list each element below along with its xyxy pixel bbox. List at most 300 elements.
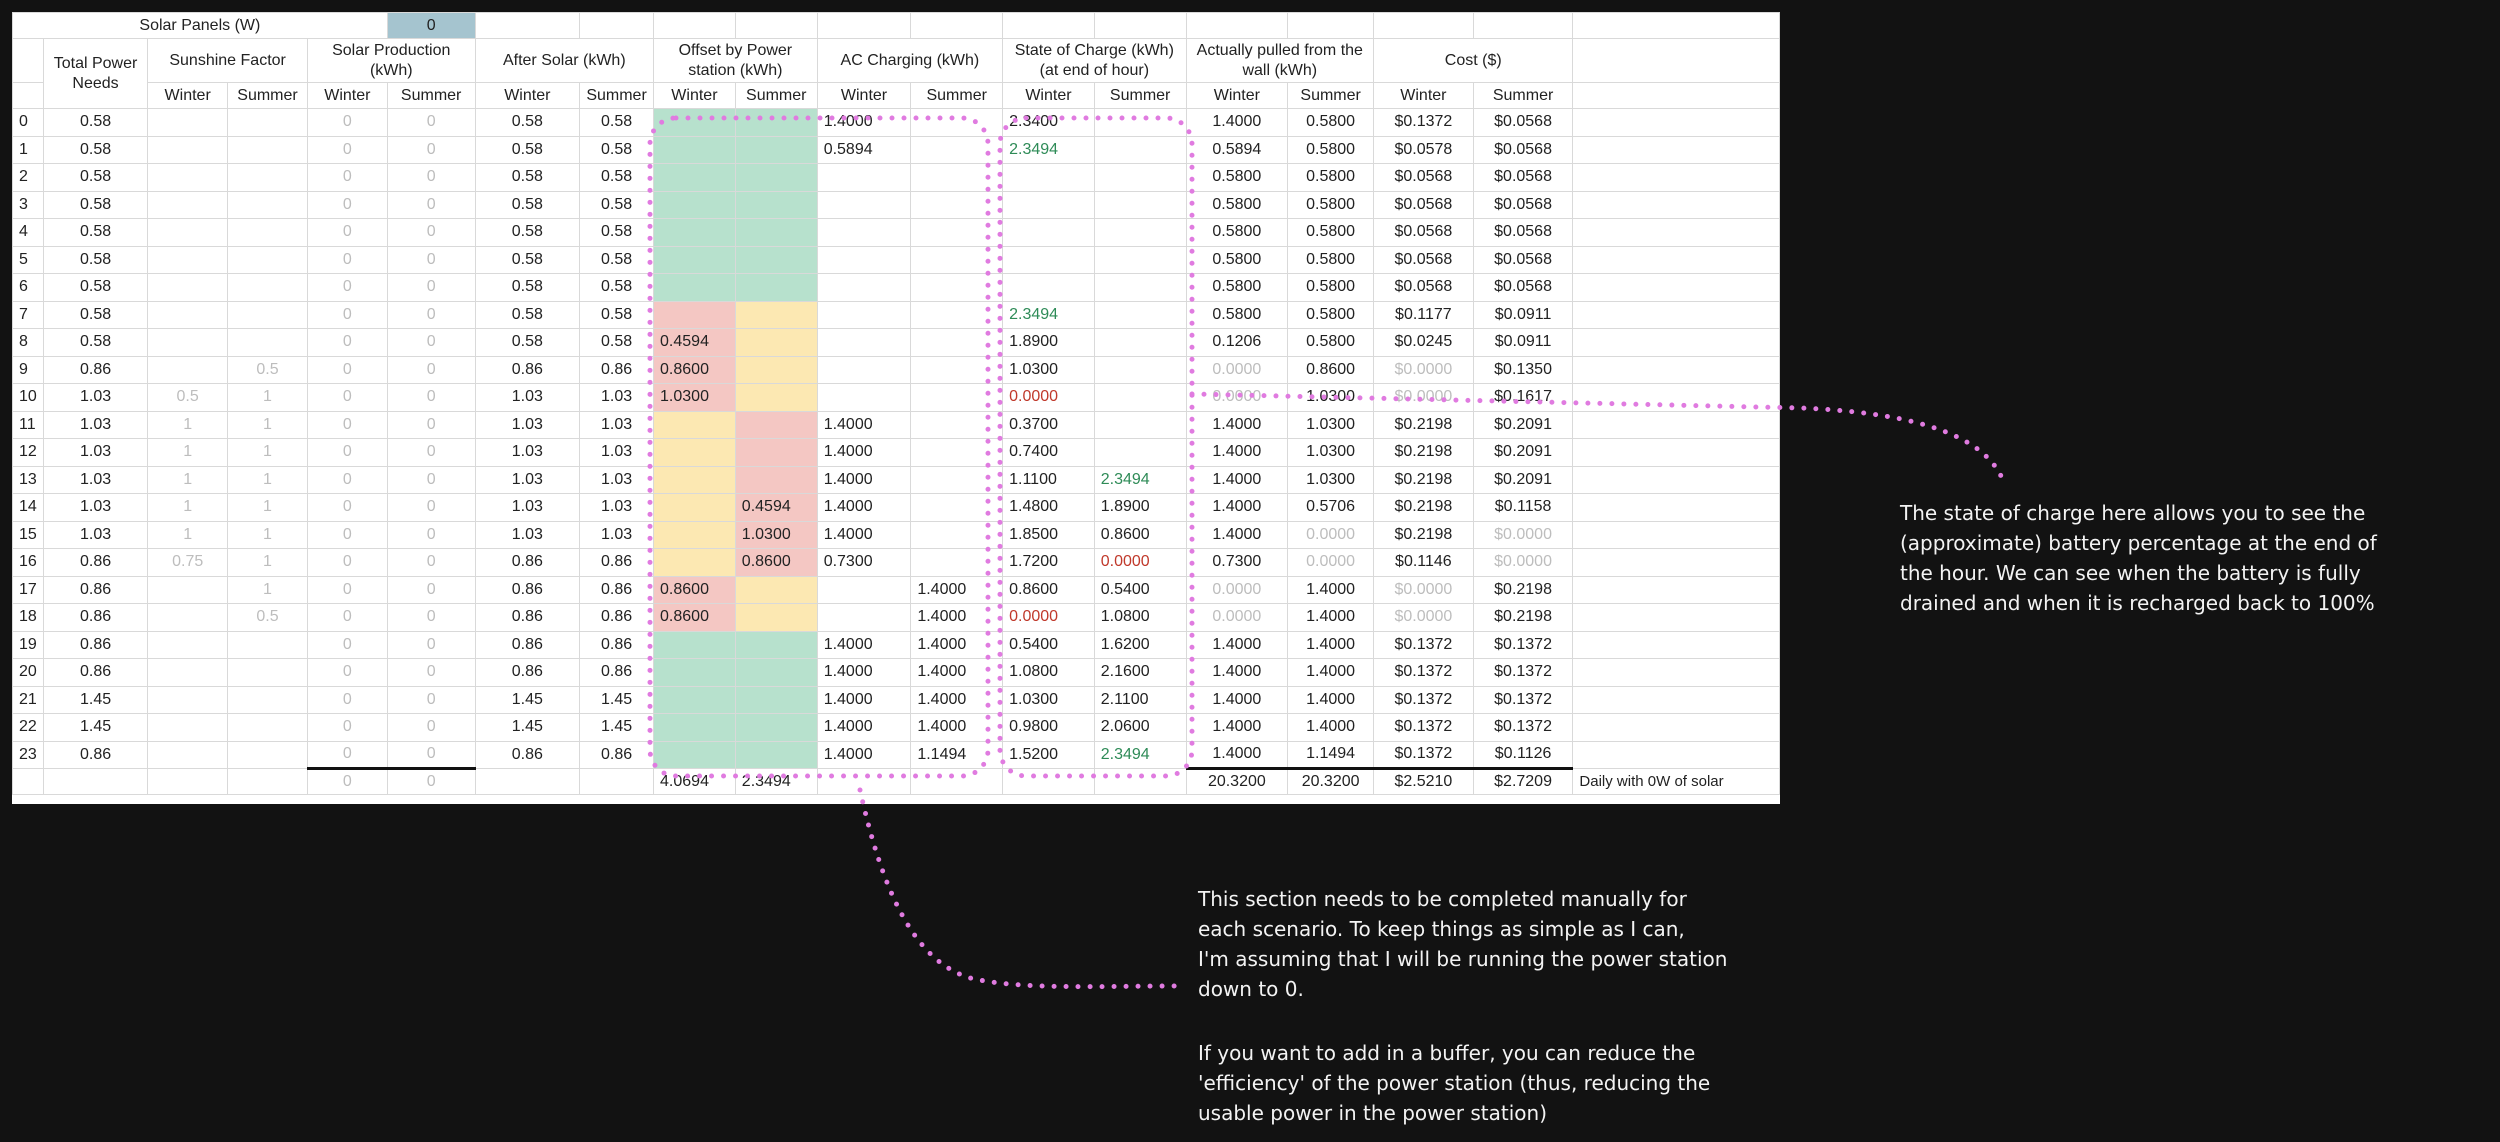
after-solar-summer[interactable]: 1.03: [580, 384, 654, 412]
pulled-winter[interactable]: 0.5800: [1186, 274, 1288, 302]
solar-prod-summer[interactable]: 0: [387, 521, 475, 549]
offset-winter[interactable]: [654, 191, 736, 219]
offset-winter[interactable]: [654, 411, 736, 439]
need-cell[interactable]: 1.03: [43, 494, 147, 522]
cost-winter[interactable]: $0.1372: [1374, 659, 1474, 687]
soc-summer[interactable]: 2.3494: [1094, 466, 1186, 494]
offset-summer[interactable]: [735, 384, 817, 412]
after-solar-summer[interactable]: 1.45: [580, 686, 654, 714]
solar-prod-winter[interactable]: 0: [307, 631, 387, 659]
after-solar-summer[interactable]: 1.45: [580, 714, 654, 742]
after-solar-winter[interactable]: 0.58: [475, 274, 579, 302]
cost-winter[interactable]: $0.0568: [1374, 191, 1474, 219]
after-solar-winter[interactable]: 0.58: [475, 136, 579, 164]
need-cell[interactable]: 0.58: [43, 109, 147, 137]
solar-panels-input[interactable]: 0: [387, 13, 475, 39]
pulled-summer[interactable]: 1.4000: [1288, 576, 1374, 604]
pulled-winter[interactable]: 0.5800: [1186, 191, 1288, 219]
offset-winter[interactable]: [654, 686, 736, 714]
after-solar-summer[interactable]: 1.03: [580, 411, 654, 439]
sunshine-summer[interactable]: [228, 714, 308, 742]
after-solar-summer[interactable]: 1.03: [580, 439, 654, 467]
ac-charging-summer[interactable]: 1.4000: [911, 714, 1003, 742]
after-solar-winter[interactable]: 0.58: [475, 301, 579, 329]
solar-prod-winter[interactable]: 0: [307, 136, 387, 164]
after-solar-summer[interactable]: 0.86: [580, 741, 654, 769]
need-cell[interactable]: 1.45: [43, 686, 147, 714]
cost-summer[interactable]: $0.2198: [1473, 576, 1573, 604]
soc-summer[interactable]: 2.3494: [1094, 741, 1186, 769]
cost-summer[interactable]: $0.2091: [1473, 411, 1573, 439]
cost-winter[interactable]: $0.2198: [1374, 494, 1474, 522]
need-cell[interactable]: 0.86: [43, 659, 147, 687]
offset-winter[interactable]: [654, 109, 736, 137]
sunshine-winter[interactable]: [148, 219, 228, 247]
cost-summer[interactable]: $0.2091: [1473, 466, 1573, 494]
after-solar-summer[interactable]: 0.86: [580, 549, 654, 577]
solar-prod-summer[interactable]: 0: [387, 466, 475, 494]
soc-winter[interactable]: [1003, 274, 1095, 302]
cost-summer[interactable]: $0.2198: [1473, 604, 1573, 632]
cost-winter[interactable]: $0.1372: [1374, 631, 1474, 659]
solar-prod-winter[interactable]: 0: [307, 411, 387, 439]
solar-prod-winter[interactable]: 0: [307, 576, 387, 604]
cost-summer[interactable]: $0.1372: [1473, 686, 1573, 714]
pulled-summer[interactable]: 1.4000: [1288, 631, 1374, 659]
soc-summer[interactable]: [1094, 136, 1186, 164]
ac-charging-summer[interactable]: [911, 329, 1003, 357]
solar-prod-winter[interactable]: 0: [307, 466, 387, 494]
sunshine-winter[interactable]: 0.5: [148, 384, 228, 412]
pulled-summer[interactable]: 1.4000: [1288, 659, 1374, 687]
after-solar-summer[interactable]: 0.58: [580, 219, 654, 247]
ac-charging-summer[interactable]: [911, 384, 1003, 412]
after-solar-summer[interactable]: 0.58: [580, 301, 654, 329]
pulled-summer[interactable]: 0.5800: [1288, 191, 1374, 219]
need-cell[interactable]: 1.03: [43, 521, 147, 549]
solar-prod-winter[interactable]: 0: [307, 741, 387, 769]
offset-summer[interactable]: [735, 686, 817, 714]
need-cell[interactable]: 0.86: [43, 356, 147, 384]
ac-charging-summer[interactable]: 1.1494: [911, 741, 1003, 769]
ac-charging-summer[interactable]: 1.4000: [911, 659, 1003, 687]
need-cell[interactable]: 0.58: [43, 164, 147, 192]
after-solar-summer[interactable]: 0.86: [580, 356, 654, 384]
soc-summer[interactable]: [1094, 246, 1186, 274]
ac-charging-winter[interactable]: 1.4000: [817, 631, 911, 659]
offset-winter[interactable]: [654, 741, 736, 769]
need-cell[interactable]: 0.58: [43, 219, 147, 247]
need-cell[interactable]: 1.03: [43, 439, 147, 467]
solar-prod-winter[interactable]: 0: [307, 164, 387, 192]
cost-winter[interactable]: $0.1372: [1374, 686, 1474, 714]
ac-charging-winter[interactable]: [817, 301, 911, 329]
offset-winter[interactable]: 0.4594: [654, 329, 736, 357]
pulled-winter[interactable]: 0.0000: [1186, 604, 1288, 632]
cost-winter[interactable]: $0.1177: [1374, 301, 1474, 329]
cost-winter[interactable]: $0.1372: [1374, 109, 1474, 137]
after-solar-winter[interactable]: 0.58: [475, 191, 579, 219]
pulled-summer[interactable]: 1.4000: [1288, 714, 1374, 742]
after-solar-winter[interactable]: 0.58: [475, 246, 579, 274]
soc-summer[interactable]: 0.5400: [1094, 576, 1186, 604]
cost-summer[interactable]: $0.1372: [1473, 631, 1573, 659]
offset-winter[interactable]: 1.0300: [654, 384, 736, 412]
ac-charging-winter[interactable]: 1.4000: [817, 741, 911, 769]
pulled-winter[interactable]: 1.4000: [1186, 109, 1288, 137]
need-cell[interactable]: 1.45: [43, 714, 147, 742]
cost-summer[interactable]: $0.1126: [1473, 741, 1573, 769]
offset-summer[interactable]: [735, 631, 817, 659]
ac-charging-summer[interactable]: [911, 521, 1003, 549]
sunshine-summer[interactable]: [228, 686, 308, 714]
offset-winter[interactable]: [654, 246, 736, 274]
solar-prod-summer[interactable]: 0: [387, 301, 475, 329]
soc-winter[interactable]: [1003, 219, 1095, 247]
need-cell[interactable]: 0.86: [43, 549, 147, 577]
offset-summer[interactable]: [735, 109, 817, 137]
soc-winter[interactable]: 1.4800: [1003, 494, 1095, 522]
offset-summer[interactable]: [735, 329, 817, 357]
sunshine-winter[interactable]: 1: [148, 439, 228, 467]
solar-prod-summer[interactable]: 0: [387, 439, 475, 467]
soc-winter[interactable]: 0.9800: [1003, 714, 1095, 742]
after-solar-summer[interactable]: 0.86: [580, 604, 654, 632]
soc-winter[interactable]: 0.3700: [1003, 411, 1095, 439]
after-solar-summer[interactable]: 1.03: [580, 521, 654, 549]
soc-summer[interactable]: 1.6200: [1094, 631, 1186, 659]
after-solar-winter[interactable]: 0.86: [475, 741, 579, 769]
ac-charging-winter[interactable]: 1.4000: [817, 659, 911, 687]
sunshine-summer[interactable]: [228, 164, 308, 192]
solar-prod-winter[interactable]: 0: [307, 329, 387, 357]
ac-charging-summer[interactable]: [911, 301, 1003, 329]
after-solar-winter[interactable]: 1.03: [475, 466, 579, 494]
after-solar-summer[interactable]: 0.86: [580, 631, 654, 659]
pulled-summer[interactable]: 0.5800: [1288, 329, 1374, 357]
pulled-summer[interactable]: 0.0000: [1288, 549, 1374, 577]
sunshine-winter[interactable]: [148, 576, 228, 604]
soc-summer[interactable]: 1.0800: [1094, 604, 1186, 632]
soc-winter[interactable]: 1.0300: [1003, 686, 1095, 714]
soc-winter[interactable]: 1.5200: [1003, 741, 1095, 769]
ac-charging-winter[interactable]: 1.4000: [817, 686, 911, 714]
sunshine-summer[interactable]: [228, 274, 308, 302]
soc-winter[interactable]: [1003, 164, 1095, 192]
cost-winter[interactable]: $0.0578: [1374, 136, 1474, 164]
soc-winter[interactable]: 0.7400: [1003, 439, 1095, 467]
pulled-summer[interactable]: 0.5800: [1288, 301, 1374, 329]
pulled-winter[interactable]: 1.4000: [1186, 521, 1288, 549]
soc-winter[interactable]: 1.8900: [1003, 329, 1095, 357]
cost-winter[interactable]: $0.2198: [1374, 466, 1474, 494]
sunshine-winter[interactable]: [148, 274, 228, 302]
pulled-summer[interactable]: 1.0300: [1288, 384, 1374, 412]
after-solar-winter[interactable]: 0.86: [475, 356, 579, 384]
solar-prod-summer[interactable]: 0: [387, 411, 475, 439]
pulled-winter[interactable]: 1.4000: [1186, 494, 1288, 522]
after-solar-winter[interactable]: 0.58: [475, 219, 579, 247]
after-solar-winter[interactable]: 1.03: [475, 494, 579, 522]
pulled-winter[interactable]: 0.1206: [1186, 329, 1288, 357]
sunshine-summer[interactable]: 0.5: [228, 604, 308, 632]
ac-charging-winter[interactable]: 0.5894: [817, 136, 911, 164]
after-solar-summer[interactable]: 1.03: [580, 466, 654, 494]
ac-charging-summer[interactable]: [911, 356, 1003, 384]
ac-charging-winter[interactable]: [817, 246, 911, 274]
offset-winter[interactable]: 0.8600: [654, 356, 736, 384]
soc-summer[interactable]: 0.0000: [1094, 549, 1186, 577]
solar-prod-winter[interactable]: 0: [307, 439, 387, 467]
sunshine-summer[interactable]: 1: [228, 576, 308, 604]
soc-winter[interactable]: 0.5400: [1003, 631, 1095, 659]
ac-charging-summer[interactable]: [911, 274, 1003, 302]
sunshine-summer[interactable]: [228, 631, 308, 659]
solar-prod-winter[interactable]: 0: [307, 246, 387, 274]
offset-winter[interactable]: [654, 164, 736, 192]
after-solar-winter[interactable]: 1.45: [475, 686, 579, 714]
sunshine-winter[interactable]: 1: [148, 521, 228, 549]
cost-summer[interactable]: $0.1372: [1473, 659, 1573, 687]
cost-summer[interactable]: $0.0568: [1473, 191, 1573, 219]
cost-winter[interactable]: $0.1372: [1374, 714, 1474, 742]
cost-winter[interactable]: $0.1146: [1374, 549, 1474, 577]
solar-prod-summer[interactable]: 0: [387, 714, 475, 742]
offset-summer[interactable]: [735, 741, 817, 769]
solar-prod-winter[interactable]: 0: [307, 384, 387, 412]
pulled-winter[interactable]: 0.0000: [1186, 384, 1288, 412]
offset-summer[interactable]: [735, 659, 817, 687]
solar-prod-summer[interactable]: 0: [387, 329, 475, 357]
sunshine-winter[interactable]: [148, 329, 228, 357]
after-solar-winter[interactable]: 0.58: [475, 329, 579, 357]
ac-charging-summer[interactable]: 1.4000: [911, 631, 1003, 659]
offset-summer[interactable]: [735, 219, 817, 247]
sunshine-summer[interactable]: 0.5: [228, 356, 308, 384]
sunshine-winter[interactable]: [148, 356, 228, 384]
sunshine-winter[interactable]: [148, 659, 228, 687]
offset-winter[interactable]: [654, 521, 736, 549]
after-solar-summer[interactable]: 0.58: [580, 246, 654, 274]
ac-charging-summer[interactable]: [911, 164, 1003, 192]
offset-summer[interactable]: [735, 246, 817, 274]
soc-summer[interactable]: [1094, 384, 1186, 412]
pulled-summer[interactable]: 0.5800: [1288, 274, 1374, 302]
ac-charging-summer[interactable]: 1.4000: [911, 686, 1003, 714]
offset-winter[interactable]: [654, 466, 736, 494]
offset-winter[interactable]: [654, 714, 736, 742]
pulled-summer[interactable]: 0.5800: [1288, 164, 1374, 192]
solar-prod-summer[interactable]: 0: [387, 549, 475, 577]
pulled-summer[interactable]: 1.0300: [1288, 466, 1374, 494]
ac-charging-winter[interactable]: [817, 164, 911, 192]
need-cell[interactable]: 0.86: [43, 741, 147, 769]
solar-prod-summer[interactable]: 0: [387, 136, 475, 164]
cost-summer[interactable]: $0.1158: [1473, 494, 1573, 522]
soc-winter[interactable]: 1.0800: [1003, 659, 1095, 687]
ac-charging-winter[interactable]: [817, 274, 911, 302]
offset-winter[interactable]: [654, 301, 736, 329]
ac-charging-summer[interactable]: [911, 191, 1003, 219]
solar-prod-winter[interactable]: 0: [307, 521, 387, 549]
pulled-winter[interactable]: 0.5800: [1186, 246, 1288, 274]
sunshine-summer[interactable]: [228, 329, 308, 357]
after-solar-summer[interactable]: 0.58: [580, 136, 654, 164]
offset-summer[interactable]: [735, 439, 817, 467]
cost-summer[interactable]: $0.0568: [1473, 274, 1573, 302]
offset-winter[interactable]: [654, 494, 736, 522]
pulled-summer[interactable]: 0.5800: [1288, 109, 1374, 137]
sunshine-summer[interactable]: [228, 246, 308, 274]
offset-winter[interactable]: [654, 219, 736, 247]
offset-winter[interactable]: [654, 549, 736, 577]
solar-prod-summer[interactable]: 0: [387, 631, 475, 659]
ac-charging-winter[interactable]: 1.4000: [817, 521, 911, 549]
cost-summer[interactable]: $0.0568: [1473, 164, 1573, 192]
ac-charging-winter[interactable]: [817, 219, 911, 247]
soc-winter[interactable]: 0.8600: [1003, 576, 1095, 604]
soc-winter[interactable]: 2.3494: [1003, 136, 1095, 164]
soc-summer[interactable]: [1094, 301, 1186, 329]
ac-charging-winter[interactable]: 1.4000: [817, 714, 911, 742]
offset-summer[interactable]: [735, 356, 817, 384]
after-solar-winter[interactable]: 0.58: [475, 109, 579, 137]
cost-summer[interactable]: $0.0568: [1473, 246, 1573, 274]
cost-summer[interactable]: $0.1617: [1473, 384, 1573, 412]
pulled-summer[interactable]: 0.5800: [1288, 246, 1374, 274]
soc-winter[interactable]: 0.0000: [1003, 604, 1095, 632]
offset-winter[interactable]: 0.8600: [654, 604, 736, 632]
ac-charging-summer[interactable]: 1.4000: [911, 604, 1003, 632]
need-cell[interactable]: 0.58: [43, 191, 147, 219]
after-solar-summer[interactable]: 1.03: [580, 494, 654, 522]
soc-summer[interactable]: [1094, 411, 1186, 439]
soc-summer[interactable]: [1094, 109, 1186, 137]
soc-winter[interactable]: 1.8500: [1003, 521, 1095, 549]
soc-summer[interactable]: 2.1600: [1094, 659, 1186, 687]
soc-summer[interactable]: 1.8900: [1094, 494, 1186, 522]
cost-summer[interactable]: $0.0000: [1473, 521, 1573, 549]
offset-winter[interactable]: [654, 659, 736, 687]
need-cell[interactable]: 0.86: [43, 631, 147, 659]
solar-prod-winter[interactable]: 0: [307, 274, 387, 302]
solar-prod-summer[interactable]: 0: [387, 576, 475, 604]
soc-summer[interactable]: 2.1100: [1094, 686, 1186, 714]
ac-charging-winter[interactable]: 1.4000: [817, 494, 911, 522]
offset-summer[interactable]: [735, 466, 817, 494]
solar-prod-summer[interactable]: 0: [387, 604, 475, 632]
solar-prod-summer[interactable]: 0: [387, 164, 475, 192]
ac-charging-summer[interactable]: [911, 246, 1003, 274]
pulled-winter[interactable]: 0.5800: [1186, 219, 1288, 247]
sunshine-summer[interactable]: [228, 219, 308, 247]
need-cell[interactable]: 0.58: [43, 246, 147, 274]
pulled-winter[interactable]: 0.0000: [1186, 576, 1288, 604]
after-solar-summer[interactable]: 0.58: [580, 274, 654, 302]
ac-charging-winter[interactable]: [817, 191, 911, 219]
sunshine-winter[interactable]: [148, 164, 228, 192]
solar-prod-summer[interactable]: 0: [387, 219, 475, 247]
sunshine-winter[interactable]: [148, 631, 228, 659]
after-solar-summer[interactable]: 0.58: [580, 191, 654, 219]
solar-prod-summer[interactable]: 0: [387, 659, 475, 687]
sunshine-winter[interactable]: [148, 741, 228, 769]
solar-prod-winter[interactable]: 0: [307, 659, 387, 687]
offset-winter[interactable]: [654, 631, 736, 659]
after-solar-winter[interactable]: 0.86: [475, 604, 579, 632]
sunshine-winter[interactable]: [148, 136, 228, 164]
offset-summer[interactable]: 0.4594: [735, 494, 817, 522]
solar-prod-winter[interactable]: 0: [307, 494, 387, 522]
cost-summer[interactable]: $0.0000: [1473, 549, 1573, 577]
sunshine-summer[interactable]: [228, 659, 308, 687]
sunshine-winter[interactable]: [148, 246, 228, 274]
after-solar-winter[interactable]: 0.58: [475, 164, 579, 192]
cost-summer[interactable]: $0.2091: [1473, 439, 1573, 467]
ac-charging-summer[interactable]: [911, 109, 1003, 137]
solar-prod-winter[interactable]: 0: [307, 109, 387, 137]
sunshine-summer[interactable]: [228, 136, 308, 164]
ac-charging-winter[interactable]: 1.4000: [817, 466, 911, 494]
sunshine-summer[interactable]: 1: [228, 521, 308, 549]
pulled-summer[interactable]: 1.0300: [1288, 439, 1374, 467]
offset-summer[interactable]: [735, 301, 817, 329]
solar-prod-winter[interactable]: 0: [307, 549, 387, 577]
offset-winter[interactable]: [654, 136, 736, 164]
sunshine-winter[interactable]: [148, 191, 228, 219]
pulled-summer[interactable]: 0.5706: [1288, 494, 1374, 522]
sunshine-summer[interactable]: [228, 191, 308, 219]
soc-winter[interactable]: 0.0000: [1003, 384, 1095, 412]
offset-summer[interactable]: [735, 191, 817, 219]
solar-prod-summer[interactable]: 0: [387, 384, 475, 412]
after-solar-summer[interactable]: 0.86: [580, 659, 654, 687]
pulled-winter[interactable]: 1.4000: [1186, 631, 1288, 659]
need-cell[interactable]: 0.58: [43, 274, 147, 302]
cost-winter[interactable]: $0.0568: [1374, 219, 1474, 247]
soc-winter[interactable]: 1.7200: [1003, 549, 1095, 577]
offset-summer[interactable]: [735, 274, 817, 302]
cost-winter[interactable]: $0.0000: [1374, 576, 1474, 604]
need-cell[interactable]: 0.58: [43, 301, 147, 329]
solar-prod-winter[interactable]: 0: [307, 604, 387, 632]
sunshine-summer[interactable]: 1: [228, 384, 308, 412]
soc-summer[interactable]: 0.8600: [1094, 521, 1186, 549]
soc-summer[interactable]: [1094, 439, 1186, 467]
offset-summer[interactable]: 1.0300: [735, 521, 817, 549]
pulled-winter[interactable]: 0.5800: [1186, 164, 1288, 192]
cost-summer[interactable]: $0.1350: [1473, 356, 1573, 384]
cost-summer[interactable]: $0.0568: [1473, 109, 1573, 137]
pulled-summer[interactable]: 1.4000: [1288, 604, 1374, 632]
cost-winter[interactable]: $0.0245: [1374, 329, 1474, 357]
soc-summer[interactable]: [1094, 356, 1186, 384]
cost-winter[interactable]: $0.0000: [1374, 384, 1474, 412]
need-cell[interactable]: 0.86: [43, 576, 147, 604]
cost-summer[interactable]: $0.0911: [1473, 301, 1573, 329]
pulled-summer[interactable]: 1.0300: [1288, 411, 1374, 439]
sunshine-summer[interactable]: 1: [228, 411, 308, 439]
sunshine-summer[interactable]: [228, 301, 308, 329]
cost-winter[interactable]: $0.0568: [1374, 246, 1474, 274]
sunshine-winter[interactable]: 1: [148, 411, 228, 439]
solar-prod-winter[interactable]: 0: [307, 686, 387, 714]
offset-summer[interactable]: 0.8600: [735, 549, 817, 577]
need-cell[interactable]: 0.58: [43, 329, 147, 357]
offset-summer[interactable]: [735, 164, 817, 192]
pulled-winter[interactable]: 1.4000: [1186, 714, 1288, 742]
solar-prod-summer[interactable]: 0: [387, 274, 475, 302]
